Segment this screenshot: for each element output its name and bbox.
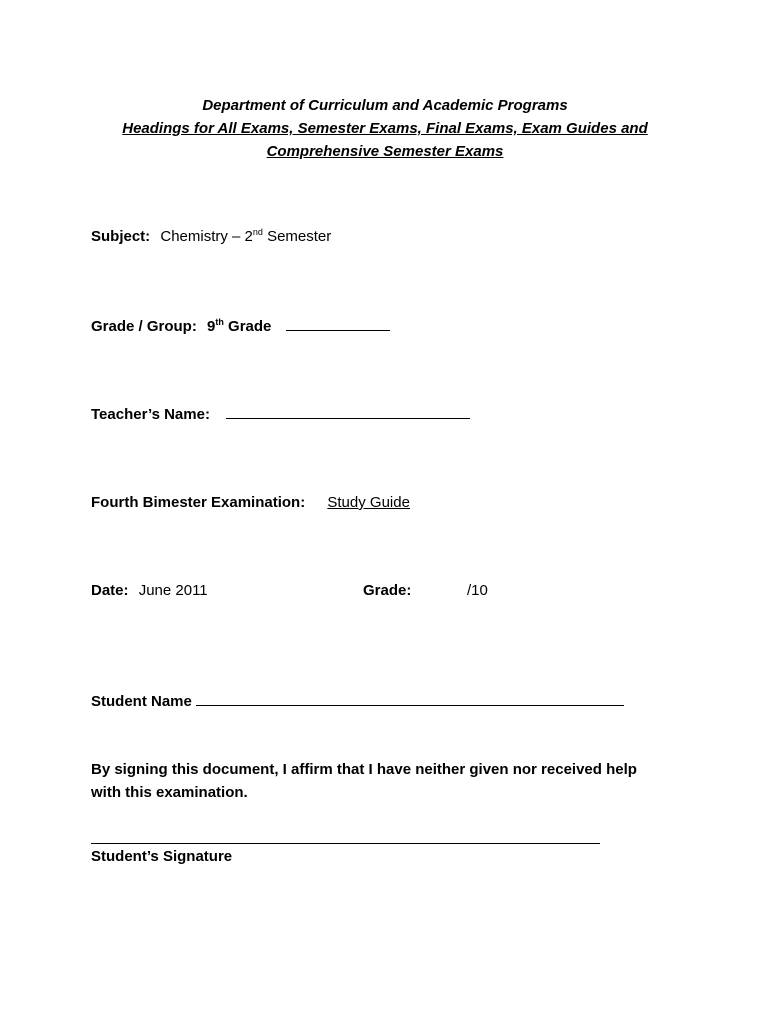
subject-label: Subject: bbox=[91, 228, 151, 245]
headings-line-2: Comprehensive Semester Exams bbox=[266, 143, 504, 160]
teacher-name-label: Teacher’s Name: bbox=[91, 406, 210, 423]
subject-value-sup: nd bbox=[252, 227, 263, 237]
signature-row bbox=[91, 847, 232, 867]
subject-value bbox=[160, 228, 331, 245]
student-name-label: Student Name bbox=[91, 693, 192, 710]
exam-label: Fourth Bimester Examination: bbox=[91, 494, 306, 511]
grade-group-value bbox=[207, 318, 271, 335]
grade-group-label: Grade / Group: bbox=[91, 318, 197, 335]
headings-line-1: Headings for All Exams, Semester Exams, Final Exams, Exam Guides and bbox=[122, 120, 648, 137]
department-title: Department of Curriculum and Academic Programs bbox=[202, 97, 568, 114]
date-value: June 2011 bbox=[138, 582, 208, 599]
group-blank-line[interactable] bbox=[286, 316, 390, 331]
signature-line[interactable] bbox=[91, 843, 600, 844]
date-label: Date: bbox=[91, 582, 129, 599]
teacher-row bbox=[91, 404, 470, 425]
exam-type-value: Study Guide bbox=[327, 494, 410, 511]
document-header bbox=[0, 94, 770, 163]
subject-row bbox=[91, 227, 331, 247]
teacher-name-blank-line[interactable] bbox=[226, 404, 470, 419]
signature-label: Student’s Signature bbox=[91, 848, 233, 865]
score-value: /10 bbox=[467, 582, 488, 599]
affirmation-statement: By signing this document, I affirm that I have neither given nor received help with this examination. bbox=[91, 761, 637, 801]
score-label: Grade: bbox=[363, 582, 412, 599]
subject-value-suffix: Semester bbox=[262, 228, 332, 245]
exam-row bbox=[91, 493, 410, 513]
grade-value-suffix: Grade bbox=[223, 318, 272, 335]
student-name-row bbox=[91, 691, 624, 712]
grade-value-prefix: 9 bbox=[207, 318, 216, 335]
grade-group-row bbox=[91, 316, 390, 337]
student-name-blank-line[interactable] bbox=[196, 691, 624, 706]
grade-value-sup: th bbox=[215, 317, 224, 327]
subject-value-prefix: Chemistry – 2 bbox=[160, 228, 253, 245]
date-grade-row bbox=[91, 581, 571, 601]
